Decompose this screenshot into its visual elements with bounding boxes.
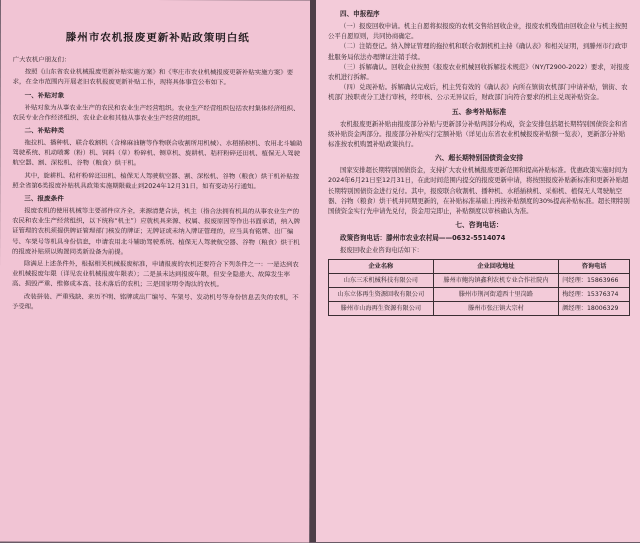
column-header: 企业名称: [329, 260, 434, 274]
section-4-step-2: （二）注销登记。纳入牌证管理的拖拉机和联合收割机机主持《确认表》和相关证明，到滕州市行政审批服务局依法办理牌证注销手续。: [328, 42, 628, 61]
company-phone-note: 报废回收企业咨询电话如下：: [340, 246, 424, 255]
table-header-row: [329, 260, 630, 274]
company-address: 滕州市张汪镇大宗村: [433, 302, 559, 316]
section-5-text: 农机报废更新补贴由报废部分补贴与更新部分补贴两部分构成，资金安排包括超长期特别国债资金和省级补贴资金两部分。报废部分补贴实行定额补贴（详见山东省农业机械报废补贴额一览表），更新部分补贴标准按农机购置补贴政策执行。: [328, 119, 628, 149]
column-header: 咨询电话: [559, 260, 630, 274]
section-3-text-2: 除满足上述条件外，根据相关机械报废标准，申请报废的农机还要符合下列条件之一：一是达到农业机械报废年限（详见农业机械报废年限表）；二是虽未达到报废年限，但安全隐患大、故障发生率高、损毁严重、维修成本高、技术落后的农机；三是国家明令淘汰的农机。: [11, 259, 299, 289]
table-row: [329, 302, 630, 316]
section-2-heading: 二、补贴种类: [24, 126, 65, 135]
company-phone: 颜经理：18006329: [559, 302, 630, 316]
section-4-step-1: （一）报废回收申请。机主自愿将拟报废的农机交售给回收企业，报废农机残值由回收企业与机主按照公平自愿原则，共同协商确定。: [328, 22, 628, 41]
section-4-step-4: （四）兑现补贴。拆解确认完成后，机主凭有效的《确认表》向所在镇街农机部门申请补贴，镇街、农机部门按职责分工进行审核，经审核、公示无异议后，财政部门向符合要求的机主兑现补贴资金。: [328, 83, 628, 102]
company-phone: 梅经理：15376374: [559, 288, 630, 302]
section-7-heading: 七、咨询电话：: [455, 221, 503, 230]
section-3-text: 报废农机的使用机械等主要部件应齐全，来源清楚合法，机主（指合法拥有机具的从事农业生产的农民和农业生产经营组织，以下统称“机主”）应就机具来源、权属、报废原因等作出书面承诺，纳入牌证管理的农机须提供牌证管理部门核发的牌证；无牌证或未纳入牌证管理的，应当具有铭牌、出厂编号、车架号等机具身份信息，申请农用北斗辅助驾驶系统、植保无人驾驶航空器、谷物（粮食）烘干机的报废补贴须以购置同类新设备为前提。: [12, 206, 300, 256]
company-name: 山东立体再生资源回收有限公司: [329, 288, 434, 302]
left-page: [0, 0, 311, 543]
company-name: 滕州市山海再生资源有限公司: [329, 302, 434, 316]
section-2-text: 拖拉机、播种机、联合收割机（含棉麻油糖等作物联合收割所用机械）、水稻插秧机、农用北斗辅助驾驶系统、机动喷雾（粉）机、饲料（草）粉碎机、铡草机、旋耕机、秸秆粉碎还田机、植保无人驾驶航空器、割、深松机、谷物（粮食）烘干机。: [12, 138, 303, 168]
column-header: 企业回收地址: [433, 260, 559, 274]
greeting: 广大农机户朋友们：: [12, 55, 71, 64]
right-page: [316, 0, 640, 542]
section-6-text: 国家安排超长期特别国债资金，支持扩大农业机械报废更新范围和提高补贴标准。优惠政策实施时间为2024年6月21日至12月31日，在此时间范围内提交的报废更新申请，将按照报废补贴新标准和更新补贴超长期特别国债资金进行兑付。其中，报废联合收割机、播种机、水稻插秧机、采棉机、植保无人驾驶航空器、谷物（粮食）烘干机并同期更新的，在补贴标准基础上再按补贴额度的30%提高补贴标准。超长期特别国债资金实行先申请先兑付，资金用完即止，补贴额度以审核确认为准。: [328, 166, 630, 216]
section-6-heading: 六、超长期特别国债资金安排: [434, 154, 524, 163]
section-2-text-2: 其中，旋耕机、秸秆粉碎还田机、植保无人驾驶航空器、割、深松机、谷物（粮食）烘干机补贴按照全省第6类报废补贴机具政策实施期限截止到2024年12月31日，如有变动另行通知。: [12, 171, 300, 191]
company-phone: 闫经理：15863966: [559, 274, 630, 288]
company-table: [328, 259, 630, 316]
section-1-heading: 一、补贴对象: [24, 91, 65, 100]
section-1-text: 补贴对象为从事农业生产的农民和农业生产经营组织。农业生产经营组织包括农村集体经济组织、农民专业合作经济组织、农业企业和其他从事农业生产经营的组织。: [12, 103, 300, 122]
intro-paragraph: 按照《山东省农业机械报废更新补贴实施方案》和《枣庄市农业机械报废更新补贴实施方案》要求，在全市范围内开展老旧农机报废更新补贴工作，现将具体事宜公布如下。: [12, 67, 294, 87]
section-4-heading: 四、申报程序: [340, 10, 380, 18]
section-3-text-3: 改装拼装、严重残缺、来历不明、铭牌或出厂编号、车架号、发动机号等身份信息丢失的农机，不予受理。: [11, 292, 299, 311]
table-row: [329, 288, 630, 302]
section-3-heading: 三、报废条件: [24, 194, 64, 203]
company-address: 滕州市荆河街道西十里岗路: [433, 288, 559, 302]
company-name: 山东三禾机械科技有限公司: [329, 274, 434, 288]
table-row: [329, 274, 630, 288]
section-5-heading: 五、参考补贴标准: [451, 107, 507, 116]
section-4-step-3: （三）拆解确认。回收企业按照《报废农业机械回收拆解技术规范》（NY/T2900-2022）要求，对报废农机进行拆解。: [328, 62, 630, 82]
policy-phone: 政策咨询电话：滕州市农业农村局——0632-5514074: [340, 234, 506, 243]
company-address: 滕州市鲍沟镇鑫利农机专业合作社院内: [433, 274, 559, 288]
page-title: 滕州市农机报废更新补贴政策明白纸: [65, 31, 250, 45]
